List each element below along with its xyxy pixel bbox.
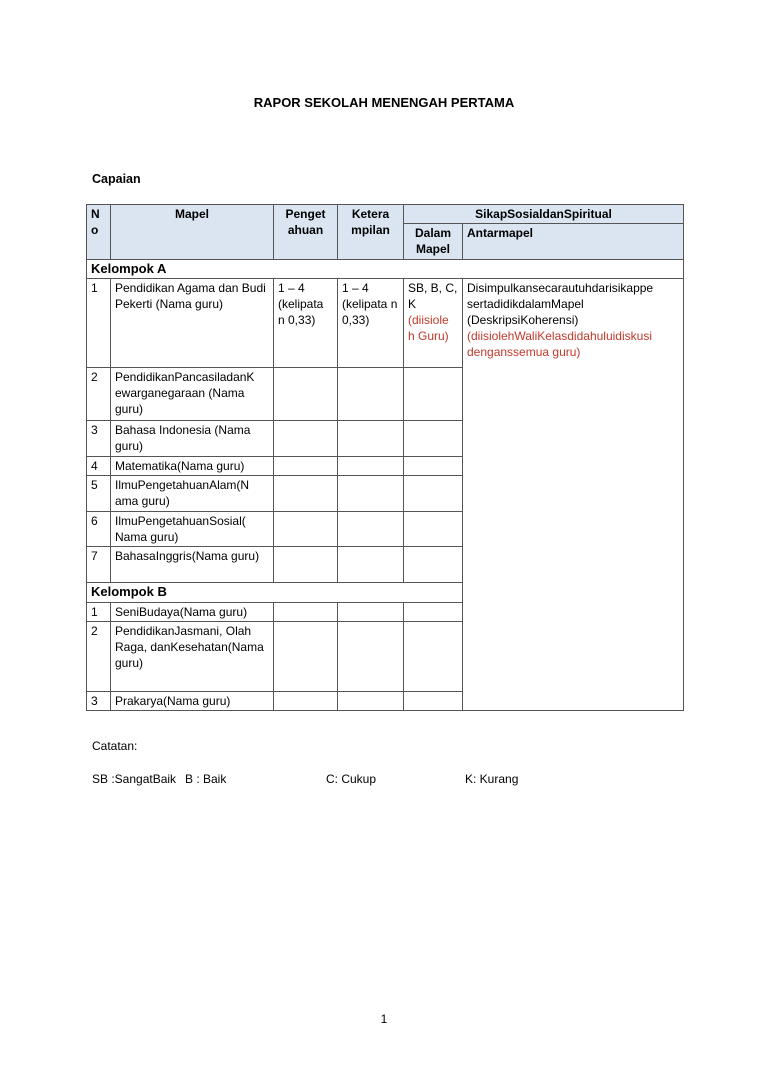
- row-number: 3: [87, 692, 111, 711]
- keterampilan-range: 1 – 4 (kelipata n 0,33): [338, 279, 404, 368]
- subject-name: IlmuPengetahuanAlam(N ama guru): [111, 476, 274, 512]
- dalam-mapel-cell: [404, 476, 463, 512]
- header-no: N o: [87, 205, 111, 260]
- header-keterampilan: Ketera mpilan: [338, 205, 404, 260]
- dalam-mapel-note: (diisiole h Guru): [408, 313, 449, 343]
- header-antarmapel: Antarmapel: [463, 224, 684, 260]
- legend-sangat-baik: SB :SangatBaik: [92, 772, 177, 786]
- row-number: 5: [87, 476, 111, 512]
- keterampilan-cell: [338, 547, 404, 583]
- grades-table: [86, 204, 684, 711]
- row-number: 1: [87, 603, 111, 622]
- pengetahuan-cell: [274, 476, 338, 512]
- antarmapel-note: (diisiolehWaliKelasdidahuluidiskusi denganssemua guru): [467, 329, 652, 359]
- legend-baik: B : Baik: [185, 772, 227, 786]
- keterampilan-cell: [338, 368, 404, 421]
- header-dalam-mapel: Dalam Mapel: [404, 224, 463, 260]
- legend-kurang: K: Kurang: [465, 772, 519, 786]
- pengetahuan-cell: [274, 622, 338, 692]
- dalam-mapel-cell: [404, 692, 463, 711]
- row-number: 6: [87, 512, 111, 547]
- dalam-mapel-cell: [404, 547, 463, 583]
- page-number: 1: [380, 1012, 388, 1026]
- section-label: Capaian: [92, 172, 141, 186]
- legend-cukup: C: Cukup: [326, 772, 377, 786]
- pengetahuan-cell: [274, 421, 338, 457]
- subject-name: Pendidikan Agama dan Budi Pekerti (Nama guru): [111, 279, 274, 368]
- subject-name: IlmuPengetahuanSosial( Nama guru): [111, 512, 274, 547]
- dalam-mapel-cell: [404, 421, 463, 457]
- row-number: 7: [87, 547, 111, 583]
- pengetahuan-range: 1 – 4 (kelipata n 0,33): [274, 279, 338, 368]
- dalam-mapel-cell: [404, 279, 463, 368]
- header-pengetahuan: Penget ahuan: [274, 205, 338, 260]
- subject-name: PendidikanJasmani, Olah Raga, danKesehatan(Nama guru): [111, 622, 274, 692]
- notes-label: Catatan:: [92, 739, 138, 753]
- dalam-mapel-cell: [404, 603, 463, 622]
- row-number: 4: [87, 457, 111, 476]
- pengetahuan-cell: [274, 603, 338, 622]
- subject-name: Matematika(Nama guru): [111, 457, 274, 476]
- dalam-mapel-grades: SB, B, C, K: [408, 281, 458, 311]
- row-number: 3: [87, 421, 111, 457]
- keterampilan-cell: [338, 692, 404, 711]
- row-number: 2: [87, 622, 111, 692]
- header-sikap: SikapSosialdanSpiritual: [404, 205, 684, 224]
- keterampilan-cell: [338, 603, 404, 622]
- group-b-label: Kelompok B: [87, 583, 463, 603]
- keterampilan-cell: [338, 622, 404, 692]
- keterampilan-cell: [338, 421, 404, 457]
- dalam-mapel-cell: [404, 457, 463, 476]
- pengetahuan-cell: [274, 368, 338, 421]
- row-number: 1: [87, 279, 111, 368]
- keterampilan-cell: [338, 476, 404, 512]
- keterampilan-cell: [338, 457, 404, 476]
- dalam-mapel-cell: [404, 368, 463, 421]
- antarmapel-cell: [463, 279, 684, 711]
- subject-name: SeniBudaya(Nama guru): [111, 603, 274, 622]
- page-title: RAPOR SEKOLAH MENENGAH PERTAMA: [253, 95, 515, 110]
- subject-name: BahasaInggris(Nama guru): [111, 547, 274, 583]
- antarmapel-text: Disimpulkansecarautuhdarisikappe sertadidikdalamMapel (DeskripsiKoherensi): [467, 281, 654, 327]
- pengetahuan-cell: [274, 547, 338, 583]
- pengetahuan-cell: [274, 457, 338, 476]
- pengetahuan-cell: [274, 512, 338, 547]
- pengetahuan-cell: [274, 692, 338, 711]
- dalam-mapel-cell: [404, 512, 463, 547]
- keterampilan-cell: [338, 512, 404, 547]
- subject-name: Bahasa Indonesia (Nama guru): [111, 421, 274, 457]
- group-a-label: Kelompok A: [87, 260, 684, 279]
- row-number: 2: [87, 368, 111, 421]
- subject-name: PendidikanPancasiladanK ewarganegaraan (Nama guru): [111, 368, 274, 421]
- dalam-mapel-cell: [404, 622, 463, 692]
- header-mapel: Mapel: [111, 205, 274, 260]
- subject-name: Prakarya(Nama guru): [111, 692, 274, 711]
